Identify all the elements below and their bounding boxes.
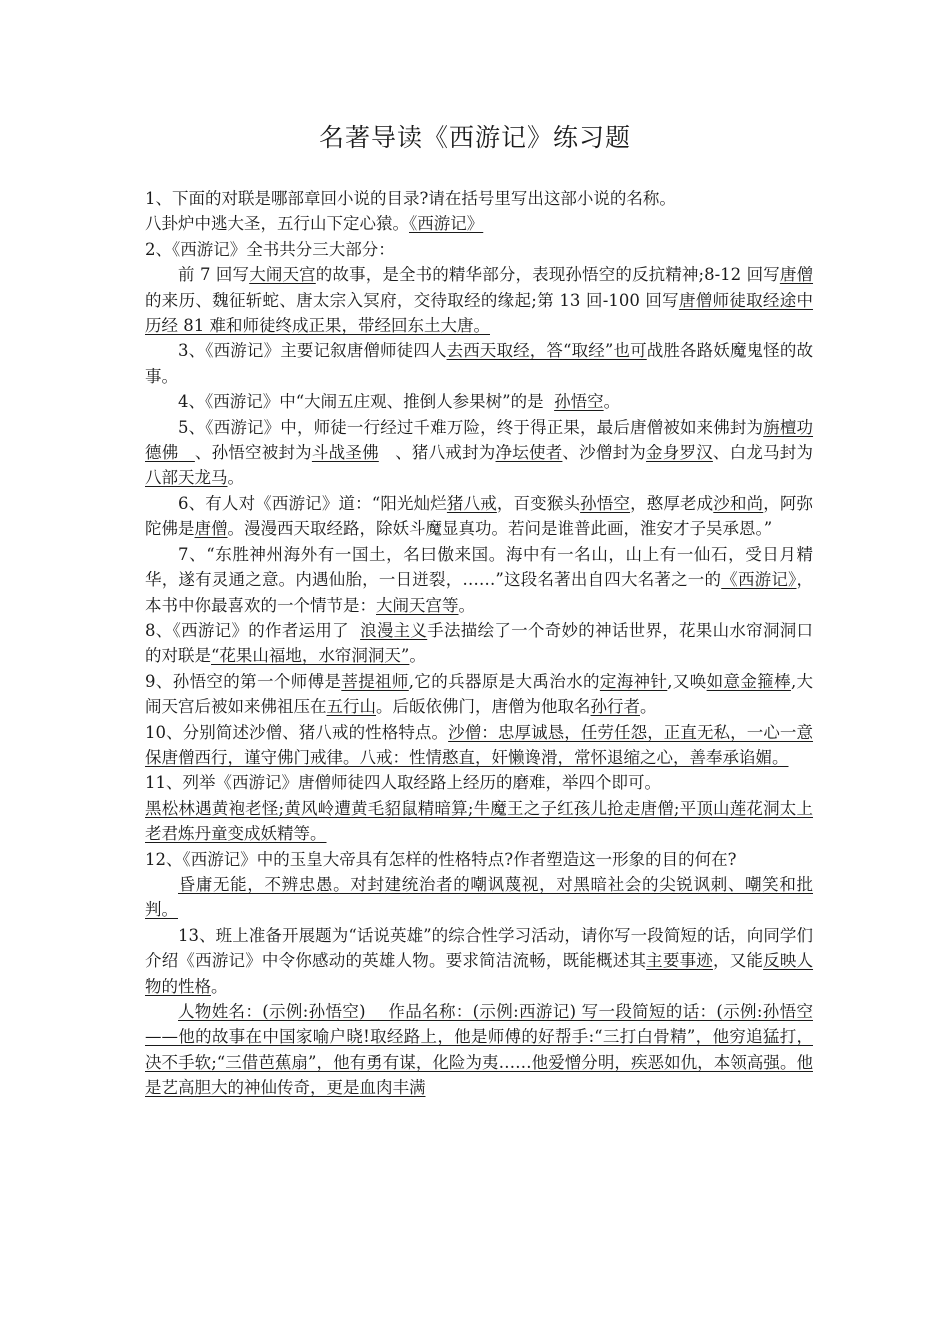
answer-9c: 如意金箍棒 [706, 671, 791, 691]
answer-13b: 反映人物的性格 [145, 951, 814, 996]
answer-9a: 菩提祖师 [341, 671, 409, 691]
answer-12: 昏庸无能，不辨忠愚。对封建统治者的嘲讽蔑视，对黑暗社会的尖锐讽刺、嘲笑和批判。 [145, 874, 813, 920]
answer-5e: 八部天龙马 [145, 468, 228, 488]
document-body [145, 186, 813, 1101]
answer-6d: 唐僧 [194, 519, 228, 539]
question-8: 8、《西游记》的作者运用了 浪漫主义手法描绘了一个奇妙的神话世界，花果山水帘洞洞口的对联是“花果山福地，水帘洞洞天”。 [145, 620, 814, 666]
answer-6b: 孙悟空 [580, 493, 631, 513]
answer-11: 黑松林遇黄袍老怪;黄风岭遭黄毛貂鼠精暗算;牛魔王之子红孩儿抢走唐僧;平顶山莲花洞太上老君炼丹童变成妖精等。 [145, 798, 813, 844]
answer-2c: 唐僧师徒取经途中历经 81 难和师徒终成正果，带经回东土大唐。 [145, 290, 814, 336]
answer-9e: 孙行者 [590, 697, 640, 717]
page-title: 名著导读《西游记》练习题 [318, 123, 631, 152]
answer-2b: 唐僧 [779, 265, 814, 285]
answer-3: 去西天取经，答“取经”也可 [446, 341, 647, 361]
question-12: 12、《西游记》中的玉皇大帝具有怎样的性格特点?作者塑造这一形象的目的何在? 昏庸无能，不辨忠愚。对封建统治者的嘲讽蔑视，对黑暗社会的尖锐讽刺、嘲笑和批判。 [145, 849, 813, 920]
question-6: 6、有人对《西游记》道：“阳光灿烂猪八戒，百变猴头孙悟空，憨厚老成沙和尚，阿弥陀佛是唐僧。漫漫西天取经路，除妖斗魔显真功。若问是谁普此画，淮安才子吴承恩。” [145, 493, 814, 539]
answer-1: 《西游记》 [409, 214, 484, 234]
question-5: 5、《西游记》中，师徒一行经过千难万险，终于得正果，最后唐僧被如来佛封为旃檀功德佛 、孙悟空被封为斗战圣佛 、猪八戒封为净坛使者、沙僧封为金身罗汉、白龙马封为八部天龙马。 [145, 417, 814, 488]
question-2: 前 7 回写大闹天宫的故事，是全书的精华部分，表现孙悟空的反抗精神;8-12 回写唐僧的来历、魏征斩蛇、唐太宗入冥府，交待取经的缘起;第 13 回-100 回写唐僧师徒取经途中历经 81 难和师徒终成正果，带经回东土大唐。 [145, 265, 814, 336]
answer-9d: 五行山 [326, 697, 376, 717]
answer-6c: 沙和尚 [713, 493, 764, 513]
question-10: 10、分别简述沙僧、猪八戒的性格特点。沙僧：忠厚诚恳，任劳任怨，正直无私，一心一意保唐僧西行，谨守佛门戒律。八戒：性情憨直，奸懒谗滑，常怀退缩之心，善奉承谄媚。 [145, 722, 814, 767]
answer-5d: 金身罗汉 [646, 443, 713, 463]
question-9: 9、孙悟空的第一个师傅是菩提祖师,它的兵器原是大禹治水的定海神针,又唤如意金箍棒,大闹天宫后被如来佛祖压在五行山。后皈依佛门，唐僧为他取名孙行者。 [145, 671, 814, 717]
answer-13a: 主要事迹 [646, 951, 713, 971]
answer-7b: 大闹天宫等 [376, 595, 459, 615]
question-13: 13、班上准备开展题为“话说英雄”的综合性学习活动，请你写一段简短的话，向同学们介绍《西游记》中令你感动的英雄人物。要求简洁流畅，既能概述其主要事迹，又能反映人物的性格。 [145, 925, 814, 996]
answer-5a: 旃檀功德佛 [145, 417, 814, 463]
answer-10: 沙僧：忠厚诚恳，任劳任怨，正直无私，一心一意保唐僧西行，谨守佛门戒律。八戒：性情憨直，奸懒谗滑，常怀退缩之心，善奉承谄媚。 [145, 722, 814, 767]
question-1-text: 1、下面的对联是哪部章回小说的目录?请在括号里写出这部小说的名称。 [145, 189, 676, 208]
question-2-heading: 2、《西游记》全书共分三大部分： [145, 239, 395, 259]
question-13-answer [145, 999, 813, 1101]
question-11: 11、列举《西游记》唐僧师徒四人取经路上经历的磨难，举四个即可。 黑松林遇黄袍老怪;黄风岭遭黄毛貂鼠精暗算;牛魔王之子红孩儿抢走唐僧;平顶山莲花洞太上老君炼丹童变成妖精等。 [145, 773, 813, 844]
answer-5c: 净坛使者 [495, 443, 563, 463]
couplet-text: 八卦炉中逃大圣，五行山下定心猿。 [145, 214, 409, 234]
answer-8a: 浪漫主义 [360, 620, 428, 640]
answer-2a: 大闹天宫 [249, 265, 316, 285]
answer-5b: 斗战圣佛 [311, 443, 379, 463]
question-3: 3、《西游记》主要记叙唐僧师徒四人去西天取经，答“取经”也可战胜各路妖魔鬼怪的故事。 [145, 341, 814, 386]
answer-6a: 猪八戒 [446, 493, 497, 513]
question-4: 4、《西游记》中“大闹五庄观、推倒人参果树”的是 孙悟空。 [178, 392, 621, 412]
answer-13c: 人物姓名：(示例:孙悟空) 作品名称：(示例:西游记) 写一段简短的话：(示例:孙悟空——他的故事在中国家喻户晓!取经路上，他是师傅的好帮手:“三打白骨精”，他穷追猛打，决不手软;“三借芭蕉扇”，他有勇有谋，化险为夷……他爱憎分明，疾恶如仇，本领高强。他是艺高胆大的神仙传奇，更是血肉丰满 [145, 1002, 813, 1098]
question-7: 7、“东胜神州海外有一国土，名曰傲来国。海中有一名山，山上有一仙石，受日月精华，遂有灵通之意。内遇仙胎，一日迸裂，……”这段名著出自四大名著之一的《西游记》，本书中你最喜欢的一个情节是：大闹天宫等。 [145, 544, 814, 615]
answer-7a: 《西游记》 [721, 570, 797, 590]
answer-4: 孙悟空 [554, 392, 604, 412]
answer-9b: 定海神针 [599, 671, 668, 691]
answer-8b: “花果山福地，水帘洞洞天” [211, 646, 410, 666]
question-1 [145, 186, 813, 237]
